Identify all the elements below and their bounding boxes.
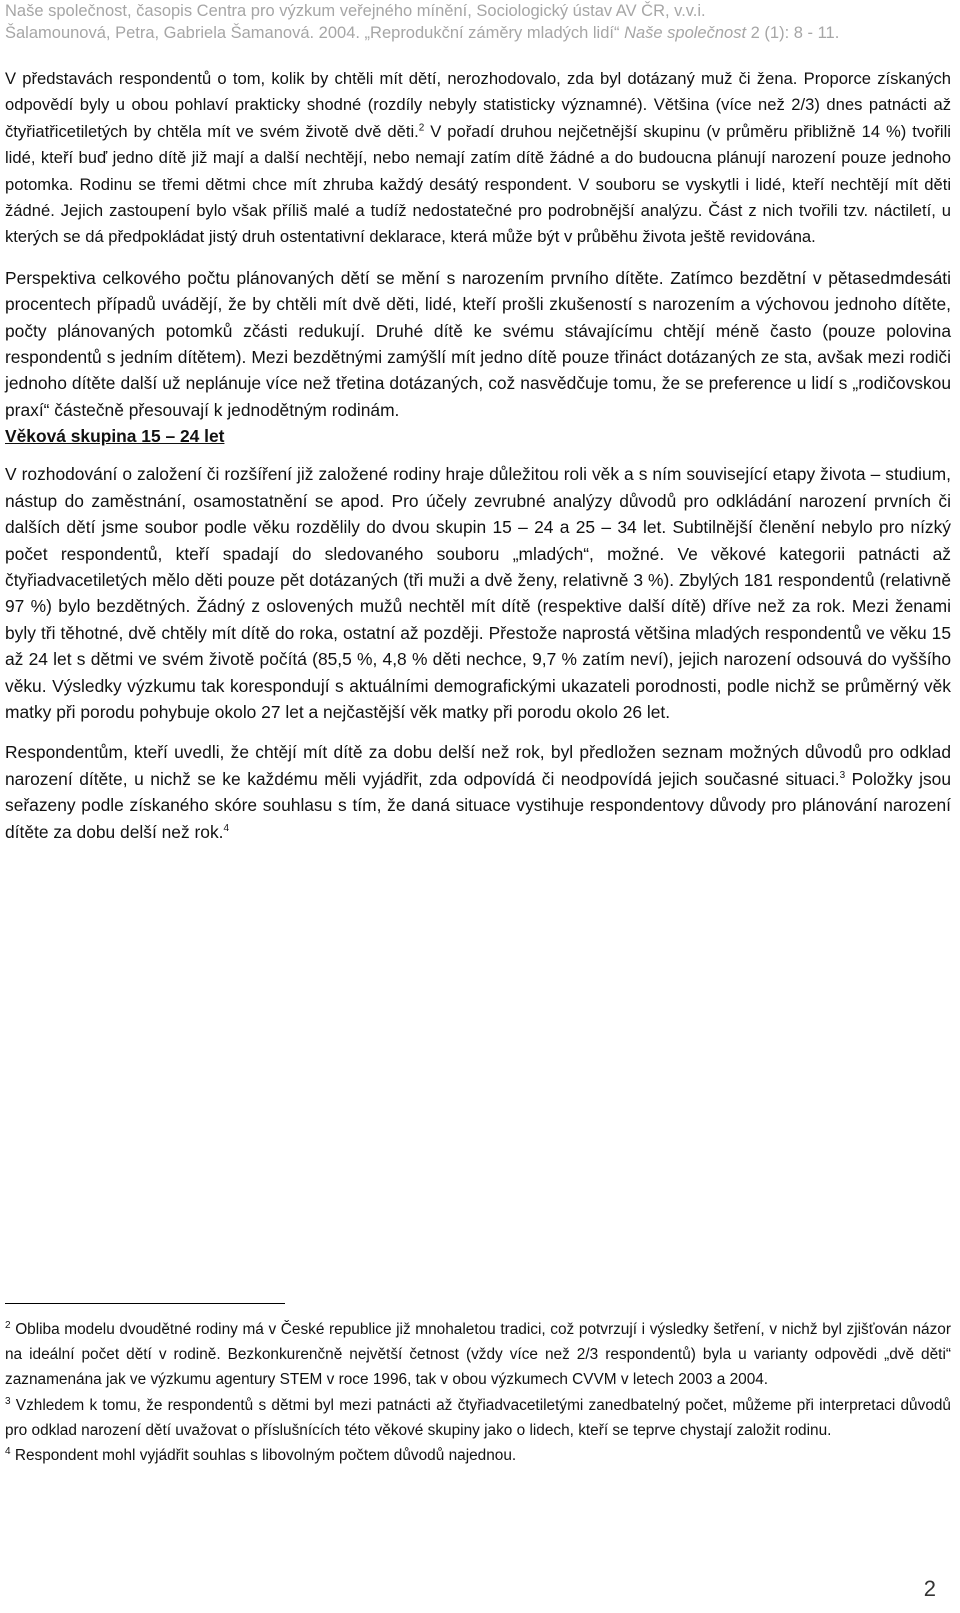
paragraph-1: [5, 66, 951, 251]
header-citation-line: [5, 22, 955, 44]
footnote-ref-3[interactable]: 3: [839, 769, 846, 781]
page-number: 2: [923, 1576, 936, 1601]
main-text: [5, 66, 951, 845]
paragraph-2: Perspektiva celkového počtu plánovaných dětí se mění s narozením prvního dítěte. Zatímco bezdětní v pětasedmdesáti procentech případů uvádějí, že by chtěli mít dvě děti, lidé, kteří prošli zkušeností s narozením a výchovou jednoho dítěte, počty plánovaných potomků zčásti redukují. Druhé dítě ke svému stávajícímu chtějí méně často (pouze polovina respondentů s jedním dítětem). Mezi bezdětnými zamýšlí mít jedno dítě pouze třináct dotázaných ze sta, avšak mezi rodiči jednoho dítěte další už neplánuje více než třetina dotázaných, což nasvědčuje tomu, že se preference u lidí s „rodičovskou praxí“ částečně přesouvají k jednodětným rodinám.: [5, 267, 951, 420]
paragraph-4-text: Respondentům, kteří uvedli, že chtějí mít dítě za dobu delší než rok, byl předložen seznam možných důvodů pro odklad narození dítěte, u nichž se ke každému měli vyjádřit, zda odpovídá či neodpovídá jejich současné situaci.: [5, 742, 951, 789]
paragraph-4-continuation: Položky jsou seřazeny podle získaného skóre souhlasu s tím, že daná situace vystihuje respondentovy důvody pro plánování narození dítěte za dobu delší než rok.: [5, 768, 951, 842]
footnote-2: [5, 1317, 951, 1393]
paragraph-1-text: V představách respondentů o tom, kolik by chtěli mít dětí, nerozhodovalo, zda byl dotázaný muž či žena. Proporce získaných odpovědí byly u obou pohlaví prakticky shodné (rozdíly nebyly statisticky významné). Většina (více než 2/3) dnes patnácti až čtyřiatřicetiletých by chtěla mít ve svém životě dvě děti.: [5, 69, 951, 141]
footnote-text: Obliba modelu dvoudětné rodiny má v České republice již mnohaletou tradici, což potvrzují i výsledky šetření, v nichž byl zjišťován názor na ideální počet dětí v rodině. Bezkonkurenčně největší četnost (vždy více než 2/3 respondentů) byla u varianty odpovědi „dvě děti“ zaznamenána jak ve výzkumu agentury STEM v roce 1996, tak v obou výzkumech CVVM v letech 2003 a 2004.: [5, 1321, 951, 1389]
header-citation-journal: Naše společnost: [624, 24, 747, 42]
paragraph-1-continuation: V pořadí druhou nejčetnější skupinu (v průměru přibližně 14 %) tvořili lidé, kteří buď jedno dítě již mají a další nechtějí, nebo nemají zatím dítě žádné a do budoucna plánují narození pouze jednoho potomka. Rodinu se třemi dětmi chce mít zhruba každý desátý respondent. V souboru se vyskytli i lidé, kteří nechtějí mít děti žádné. Jejich zastoupení bylo však příliš malé a tudíž nedostatečné pro podrobnější analýzu. Část z nich tvořili tzv. náctiletí, u kterých se dá předpokládat jistý druh ostentativní deklarace, která může být v průběhu života ještě revidována.: [5, 121, 951, 247]
footnotes: [5, 1303, 951, 1468]
section-heading: Věková skupina 15 – 24 let: [5, 426, 225, 447]
paragraph-3: V rozhodování o založení či rozšíření již založené rodiny hraje důležitou roli věk a s ním související etapy života – studium, nástup do zaměstnání, osamostatnění se apod. Pro účely zevrubné analýzy důvodů pro odkládání narození prvních či dalších dětí jsme soubor podle věku rozdělily do dvou skupin 15 – 24 a 25 – 34 let. Subtilnější členění nebylo pro nízký počet respondentů, kteří spadají do sledovaného souboru „mladých“, možné. Ve věkové kategorii patnácti až čtyřiadvacetiletých mělo děti pouze pět dotázaných (tři muži a dvě ženy, relativně 3 %). Zbylých 181 respondentů (relativně 97 %) bylo bezdětných. Žádný z oslovených mužů nechtěl mít dítě (respektive další dítě) dříve než za rok. Mezi ženami byly tři těhotné, dvě chtěly mít dítě do roka, ostatní až později. Přestože naprostá většina mladých respondentů ve věku 15 až 24 let s dětmi ve svém životě počítá (85,5 %, 4,8 % děti nechce, 9,7 % zatím neví), jejich narození odsouvá do vyššího věku. Výsledky výzkumu tak korespondují s aktuálními demografickými ukazateli porodnosti, podle nichž se průměrný věk matky při porodu pohybuje okolo 27 let a nejčastější věk matky při porodu okolo 26 let.: [5, 464, 951, 722]
header-citation-issue: 2 (1): 8 - 11.: [746, 24, 840, 42]
footnote-text: Respondent mohl vyjádřit souhlas s libovolným počtem důvodů najednou.: [10, 1447, 517, 1465]
footnote-number: 4: [5, 1445, 11, 1457]
header-journal-line: Naše společnost, časopis Centra pro výzkum veřejného mínění, Sociologický ústav AV ČR, v.v.i.: [5, 2, 706, 20]
footnote-number: 2: [5, 1319, 11, 1331]
footnote-number: 3: [5, 1395, 11, 1407]
running-header: [5, 0, 955, 44]
paragraph-4: [5, 739, 951, 845]
footnote-separator: [5, 1303, 285, 1304]
footnote-ref-4[interactable]: 4: [223, 822, 230, 834]
header-citation-authors: Šalamounová, Petra, Gabriela Šamanová. 2004. „Reprodukční záměry mladých lidí“: [5, 24, 625, 42]
footnote-ref-2[interactable]: 2: [418, 122, 425, 134]
footnote-4: [5, 1443, 951, 1468]
footnote-text: Vzhledem k tomu, že respondentů s dětmi byl mezi patnácti až čtyřiadvacetiletými zanedbatelný počet, můžeme při interpretaci důvodů pro odklad narození dětí uvažovat o příslušnících této věkové skupiny jako o lidech, kteří se teprve chystají založit rodinu.: [5, 1396, 951, 1439]
footnote-3: [5, 1393, 951, 1443]
